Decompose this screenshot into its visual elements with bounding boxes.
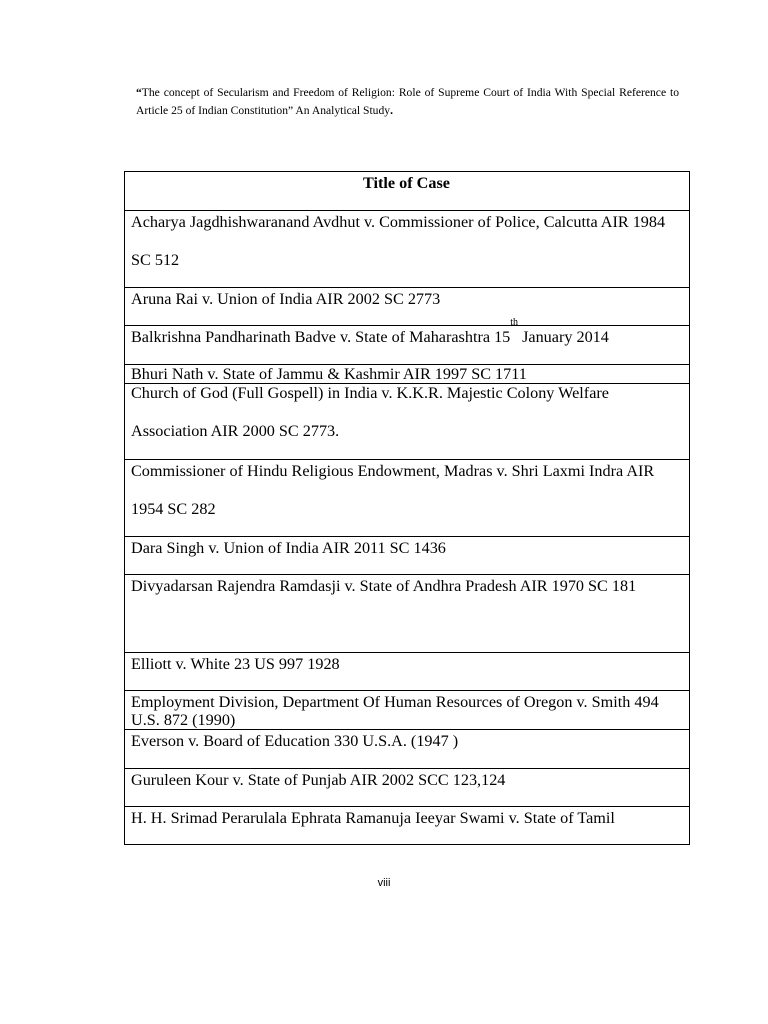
case-title: Elliott v. White 23 US 997 1928 bbox=[131, 655, 340, 673]
table-cell bbox=[125, 460, 690, 537]
header-open-quote: “ bbox=[136, 86, 142, 99]
table-cell bbox=[125, 384, 690, 460]
case-title-part: Balkrishna Pandharinath Badve v. State of Maharashtra 15 bbox=[131, 328, 511, 346]
table-row bbox=[125, 691, 690, 730]
case-title bbox=[131, 318, 682, 356]
ordinal-suffix: th bbox=[510, 317, 519, 328]
document-header bbox=[136, 84, 679, 120]
column-header-title-of-case: Title of Case bbox=[125, 172, 690, 211]
case-title: Guruleen Kour v. State of Punjab AIR 2002 SCC 123,124 bbox=[131, 771, 506, 789]
header-title-text: The concept of Secularism and Freedom of Religion: Role of Supreme Court of India With Special Reference to Article 25 of Indian Constitution” An Analytical Study bbox=[136, 86, 679, 117]
table-cell bbox=[125, 653, 690, 691]
case-title: Everson v. Board of Education 330 U.S.A. (1947 ) bbox=[131, 732, 459, 750]
case-title: Employment Division, Department Of Human Resources of Oregon v. Smith 494 U.S. 872 (1990) bbox=[131, 693, 659, 729]
case-title: Bhuri Nath v. State of Jammu & Kashmir AIR 1997 SC 1711 bbox=[131, 365, 527, 383]
table-row bbox=[125, 575, 690, 653]
case-title: Commissioner of Hindu Religious Endowment, Madras v. Shri Laxmi Indra AIR 1954 SC 282 bbox=[131, 462, 655, 518]
table-cell bbox=[125, 317, 690, 365]
table-row bbox=[125, 807, 690, 845]
table-cell bbox=[125, 691, 690, 730]
table-cell bbox=[125, 807, 690, 845]
case-title: Dara Singh v. Union of India AIR 2011 SC 1436 bbox=[131, 539, 446, 557]
table-cell bbox=[125, 575, 690, 653]
case-title: Acharya Jagdhishwaranand Avdhut v. Commissioner of Police, Calcutta AIR 1984 SC 512 bbox=[131, 213, 666, 269]
case-title: Divyadarsan Rajendra Ramdasji v. State of Andhra Pradesh AIR 1970 SC 181 bbox=[131, 577, 637, 595]
table-row bbox=[125, 211, 690, 288]
case-title-part: January 2014 bbox=[518, 328, 609, 346]
cases-table bbox=[124, 171, 690, 845]
table-row bbox=[125, 653, 690, 691]
case-title: Aruna Rai v. Union of India AIR 2002 SC 2773 bbox=[131, 290, 441, 308]
header-end-period: . bbox=[390, 104, 393, 117]
table-row bbox=[125, 326, 690, 365]
table-cell bbox=[125, 211, 690, 288]
case-title: Church of God (Full Gospell) in India v. K.K.R. Majestic Colony Welfare Association AIR 2000 SC 2773. bbox=[131, 384, 609, 440]
case-title: H. H. Srimad Perarulala Ephrata Ramanuja Ieeyar Swami v. State of Tamil bbox=[131, 809, 615, 827]
page-number: viii bbox=[377, 877, 391, 889]
table-row bbox=[125, 384, 690, 460]
table-row bbox=[125, 460, 690, 537]
